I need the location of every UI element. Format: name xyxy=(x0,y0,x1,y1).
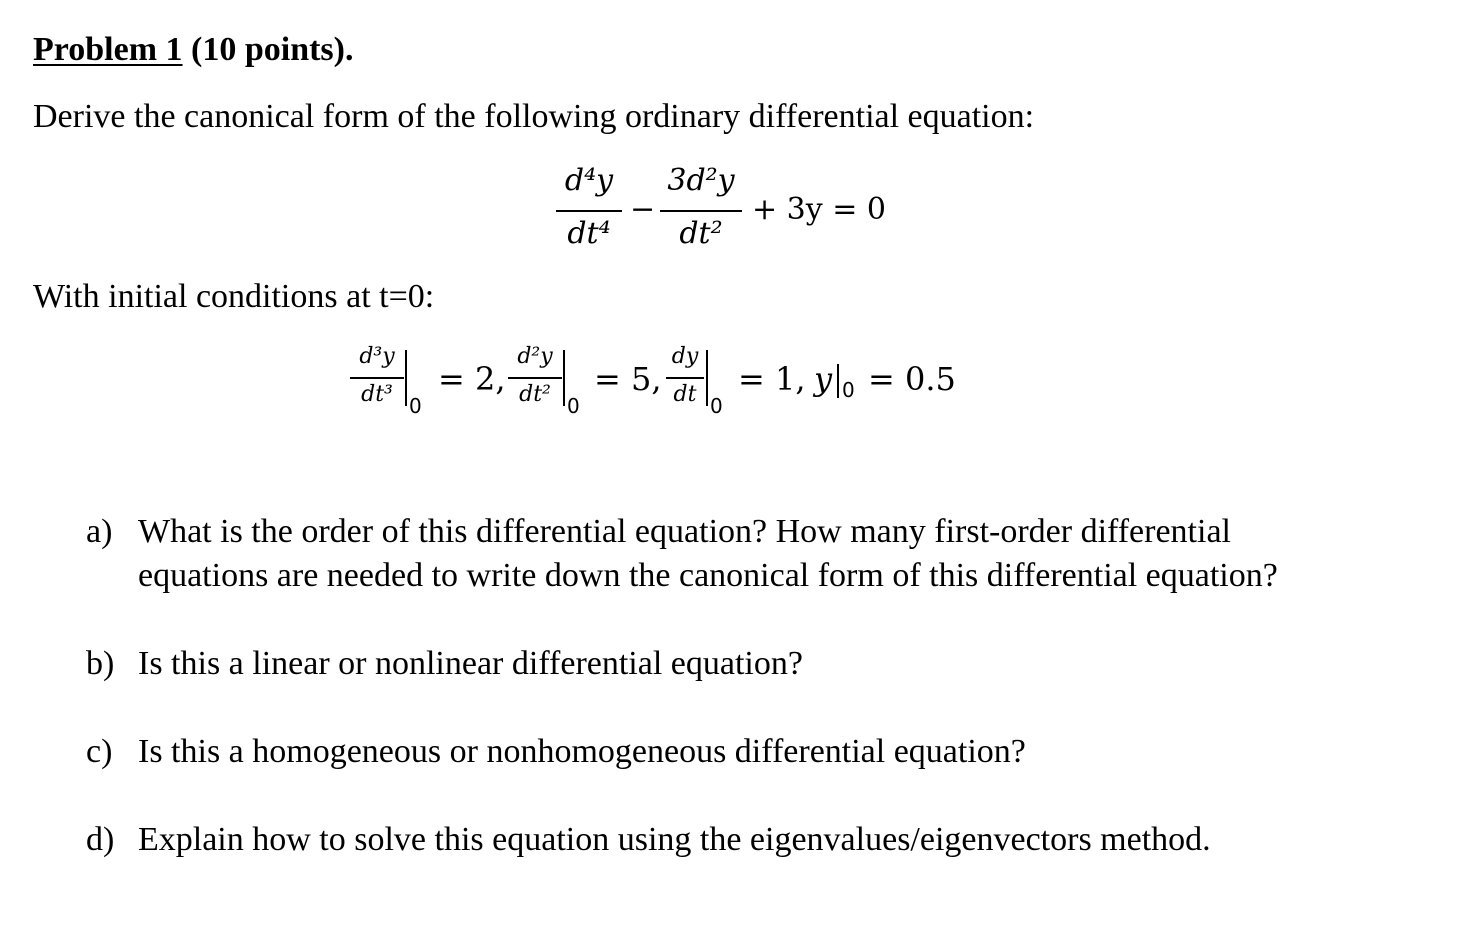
equation-term1-denominator: dt⁴ xyxy=(567,216,611,251)
problem-title: Problem 1 xyxy=(33,31,183,68)
equation-term1-fraction xyxy=(556,163,622,263)
condition-4-value: = 0.5 xyxy=(868,360,956,398)
condition-1-fraction xyxy=(350,344,404,416)
condition-3-value: = 1, xyxy=(738,360,806,398)
condition-3-numerator: dy xyxy=(671,344,699,369)
condition-2-eval-point: 0 xyxy=(567,394,580,418)
condition-1-fraction-bar xyxy=(350,377,404,379)
condition-2-fraction-bar xyxy=(508,377,562,379)
equation-term2-fraction xyxy=(660,163,742,263)
equation-term2-numerator: 3d²y xyxy=(667,163,735,198)
condition-3-eval-bar xyxy=(706,350,708,406)
condition-1-denominator: dt³ xyxy=(361,382,393,407)
conditions-label: With initial conditions at t=0: xyxy=(33,278,435,315)
question-b-label: b) xyxy=(86,645,115,682)
condition-4-variable: y xyxy=(814,360,833,398)
question-a-text: What is the order of this differential equation? How many first-order differential equations are needed to write down the canonical form of this differential equation? xyxy=(138,513,1278,594)
condition-2-fraction xyxy=(508,344,562,416)
condition-4-eval-bar xyxy=(837,364,839,398)
equation-term1-numerator: d⁴y xyxy=(564,163,614,198)
intro-text: Derive the canonical form of the following ordinary differential equation: xyxy=(33,98,1035,135)
question-c-text: Is this a homogeneous or nonhomogeneous differential equation? xyxy=(138,733,1026,770)
condition-2-denominator: dt² xyxy=(519,382,551,407)
condition-2-value: = 5, xyxy=(594,360,662,398)
equation-remainder: + 3y = 0 xyxy=(752,192,887,227)
condition-3-fraction xyxy=(666,344,704,416)
condition-2-eval-bar xyxy=(563,350,565,406)
problem-points: (10 points). xyxy=(182,31,354,68)
question-d-text: Explain how to solve this equation using the eigenvalues/eigenvectors method. xyxy=(138,821,1211,858)
problem-heading xyxy=(33,28,353,72)
condition-2-numerator: d²y xyxy=(517,344,553,369)
condition-4-eval-point: 0 xyxy=(842,378,855,402)
condition-3-denominator: dt xyxy=(673,382,697,407)
equation-term1-fraction-bar xyxy=(556,210,622,212)
condition-3-eval-point: 0 xyxy=(710,394,723,418)
question-b-text: Is this a linear or nonlinear differential equation? xyxy=(138,645,803,682)
question-c-label: c) xyxy=(86,733,113,770)
equation-term2-denominator: dt² xyxy=(679,216,723,251)
condition-3-fraction-bar xyxy=(666,377,704,379)
question-a-label: a) xyxy=(86,513,113,550)
condition-1-eval-bar xyxy=(405,350,407,406)
condition-1-numerator: d³y xyxy=(359,344,395,369)
condition-1-eval-point: 0 xyxy=(409,394,422,418)
question-d-label: d) xyxy=(86,821,115,858)
equation-term2-fraction-bar xyxy=(660,210,742,212)
condition-1-value: = 2, xyxy=(438,360,506,398)
equation-minus-sign: − xyxy=(630,192,656,227)
